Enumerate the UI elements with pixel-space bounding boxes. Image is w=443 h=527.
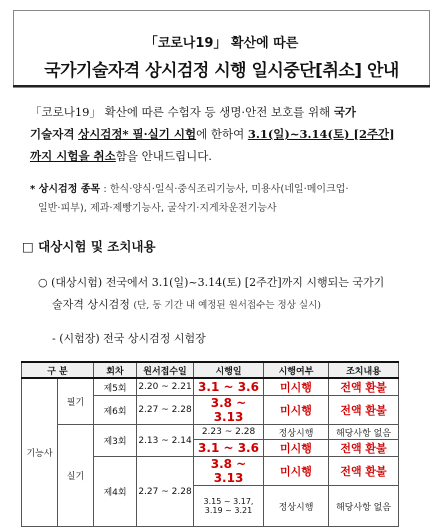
intro-text: 「코로나19」 확산에 따른 수험자 등 생명·안전 보호를 위해 [30, 105, 331, 119]
group-cell: 기능사 [22, 378, 58, 527]
intro-text: 함을 안내드립니다. [115, 149, 212, 163]
round-cell: 제6회 [94, 396, 137, 425]
header-status: 시행여부 [264, 362, 329, 378]
action-cell: 전액 환불 [329, 396, 399, 425]
table-row [22, 378, 399, 396]
schedule-table [21, 361, 399, 527]
intro-bold: 기술자격 [30, 127, 75, 141]
date-cell: 3.1 ~ 3.6 [194, 378, 264, 396]
section-title: □ 대상시험 및 조치내용 [22, 239, 156, 254]
bullet-text: (대상시험) 전국에서 3.1(일)~3.14(토) [2주간]까지 시행되는 국가기 [51, 276, 385, 289]
status-cell: 정상시행 [264, 425, 329, 440]
status-cell: 정상시행 [264, 486, 329, 527]
intro-bold: 국가 [333, 105, 357, 119]
apply-cell: 2.27 ~ 2.28 [137, 396, 194, 425]
intro-underline: 까지 시험을 취소 [30, 149, 116, 163]
status-cell: 미시행 [264, 457, 329, 486]
practical-cell: 실기 [58, 425, 94, 527]
note-label: * 상시검정 종목 [30, 184, 101, 195]
date-cell: 3.8 ~ 3.13 [194, 396, 264, 425]
round-cell: 제5회 [94, 378, 137, 396]
header-category: 구 분 [22, 362, 94, 378]
action-cell: 전액 환불 [329, 378, 399, 396]
table-row [22, 425, 399, 440]
date-cell: 3.8 ~ 3.13 [194, 457, 264, 486]
bullet-line-2 [38, 294, 433, 317]
note-line-1 [30, 180, 430, 199]
status-cell: 미시행 [264, 378, 329, 396]
date-cell: 3.15 ~ 3.17, 3.19 ~ 3.21 [194, 486, 264, 527]
intro-paragraph [30, 101, 425, 167]
bullet-mark: ○ [38, 276, 48, 289]
intro-line-2 [30, 123, 425, 145]
action-cell: 해당사항 없음 [329, 486, 399, 527]
apply-cell: 2.13 ~ 2.14 [137, 425, 194, 457]
written-cell: 필기 [58, 378, 94, 425]
intro-underline: 상시검정* 필·실기 시험 [78, 127, 197, 141]
intro-text: 에 한하여 [196, 127, 245, 141]
round-cell: 제3회 [94, 425, 137, 457]
note-line-2: 일반·피부), 제과·제빵기능사, 굴삭기·지게차운전기능사 [38, 203, 277, 214]
header-apply-date: 원서접수일 [137, 362, 194, 378]
bullet-line-1 [38, 272, 433, 294]
title-subtitle: 「코로나19」 확산에 따른 [144, 36, 299, 51]
bullet-target-exam [38, 272, 433, 317]
apply-cell: 2.20 ~ 2.21 [137, 378, 194, 396]
page-title: 국가기술자격 상시검정 시행 일시중단[취소] 안내 [44, 61, 399, 81]
table-header-row [22, 362, 399, 378]
status-cell: 미시행 [264, 396, 329, 425]
header-exam-date: 시행일 [194, 362, 264, 378]
header-action: 조치내용 [329, 362, 399, 378]
action-cell: 전액 환불 [329, 457, 399, 486]
date-cell: 3.1 ~ 3.6 [194, 440, 264, 457]
bullet-text: 술자격 상시검정 [52, 298, 130, 311]
dash-exam-venue: - (시험장) 전국 상시검정 시험장 [52, 332, 206, 345]
title-divider [13, 85, 430, 87]
bullet-note: (단, 동 기간 내 예정된 원서접수는 정상 실시) [133, 300, 321, 311]
action-cell: 전액 환불 [329, 440, 399, 457]
note-block [30, 180, 430, 218]
date-cell: 2.23 ~ 2.28 [194, 425, 264, 440]
header-round: 회차 [94, 362, 137, 378]
apply-cell: 2.27 ~ 2.28 [137, 457, 194, 527]
intro-line-3 [30, 145, 425, 167]
note-text: : 한식·양식·일식·중식조리기능사, 미용사(네일·메이크업· [103, 184, 349, 195]
status-cell: 미시행 [264, 440, 329, 457]
action-cell: 해당사항 없음 [329, 425, 399, 440]
intro-underline: 3.1(일)~3.14(토) [2주간] [247, 127, 395, 141]
intro-line-1 [30, 101, 425, 123]
round-cell: 제4회 [94, 457, 137, 527]
